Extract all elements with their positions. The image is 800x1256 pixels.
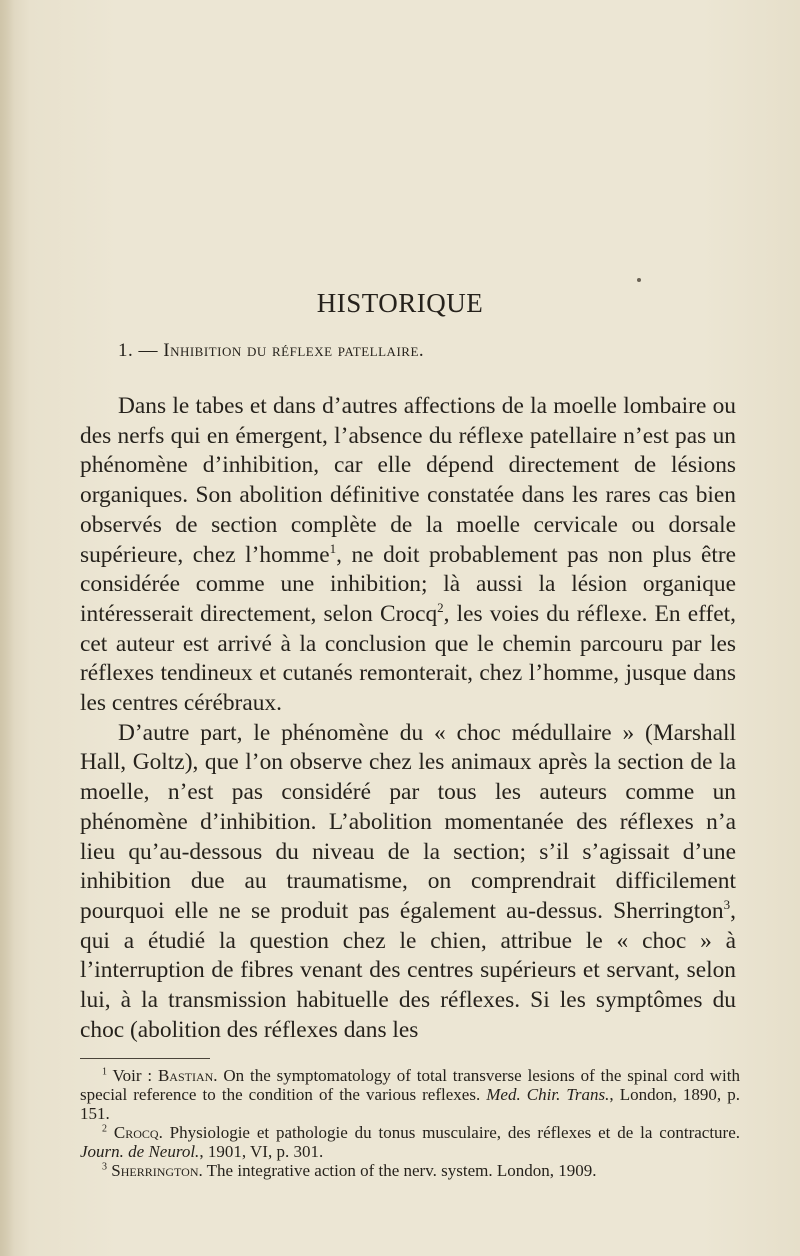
section-title [118,340,424,362]
footnote-2-text: . Physiologie et pathologie du tonus musculaire, des réflexes et de la contracture. [158,1123,740,1142]
footnote-3-number: 3 [102,1161,107,1173]
footnote-3 [80,1161,740,1180]
footnote-2-journal: Journ. de Neurol. [80,1142,200,1161]
paragraph-2-part-b: , qui a étudié la question chez le chien, attribue le « choc » à l’interruption de fibres venant des centres supérieurs et servant, selon lui, à la transmission habituelle des réflexes. Si les symptômes du choc (abolition des réflexes dans les [80,897,736,1043]
footnote-2-author: Crocq [113,1123,159,1142]
section-number: 1. — [118,340,158,361]
printing-speck [637,278,641,282]
footnote-2 [80,1123,740,1161]
paragraph-1 [80,392,736,719]
paragraph-1-part-a: Dans le tabes et dans d’autres affections de la moelle lombaire ou des nerfs qui en émergent, l’absence du réflexe patellaire n’est pas un phénomène d’inhibition, car elle dépend directement de lésions organiques. Son abolition définitive constatée dans les rares cas bien observés de section complète de la moelle cervicale ou dorsale supérieure, chez l’homme [80,393,736,568]
section-title-text: Inhibition du réflexe patellaire. [163,340,425,361]
paragraph-1-part-b: , ne doit probablement pas non plus être considérée comme une inhibition; là aussi la lésion organique intéresserait directement, selon Crocq [80,541,736,627]
footnote-ref-2: 2 [437,600,444,616]
footnote-1-journal: Med. Chir. Trans. [486,1085,610,1104]
footnote-2-tail: , 1901, VI, p. 301. [199,1142,324,1161]
page-heading: HISTORIQUE [316,288,484,318]
paragraph-1-part-c: , les voies du réflexe. En effet, cet auteur est arrivé à la conclusion que le chemin parcouru par les réflexes tendineux et cutanés remonterait, chez l’homme, jusque dans les centres cérébraux. [80,600,736,717]
footnote-3-text: . The integrative action of the nerv. system. London, 1909. [198,1161,597,1180]
footnote-1-number: 1 [102,1066,107,1078]
footnote-ref-3: 3 [723,897,731,913]
footnote-3-author: Sherrington [111,1161,199,1180]
footnote-1-tail: , London, 1890, p. 151. [80,1085,740,1123]
footnote-ref-1: 1 [329,540,337,556]
footnote-2-number: 2 [102,1123,107,1135]
footnote-1-lead: Voir : [112,1066,158,1085]
footnote-1-text: . On the symptomatology of total transverse lesions of the spinal cord with special reference to the condition of the various reflexes. [80,1066,740,1104]
footnote-1 [80,1066,740,1123]
footnotes [80,1066,740,1180]
footnote-1-author: Bastian [157,1066,214,1085]
body-text [80,392,736,1045]
paragraph-2-part-a: D’autre part, le phénomène du « choc médullaire » (Marshall Hall, Goltz), que l’on observe chez les animaux après la section de la moelle, n’est pas considéré par tous les auteurs comme un phénomène d’inhibition. L’abolition momentanée des réflexes n’a lieu qu’au-dessous du niveau de la section; s’il s’agissait d’une inhibition due au traumatisme, on comprendrait difficilement pourquoi elle ne se produit pas également au-dessus. Sherrington [80,719,736,924]
paragraph-2 [80,719,736,1046]
footnote-rule [80,1058,210,1059]
page-gutter-shadow [0,0,14,1256]
